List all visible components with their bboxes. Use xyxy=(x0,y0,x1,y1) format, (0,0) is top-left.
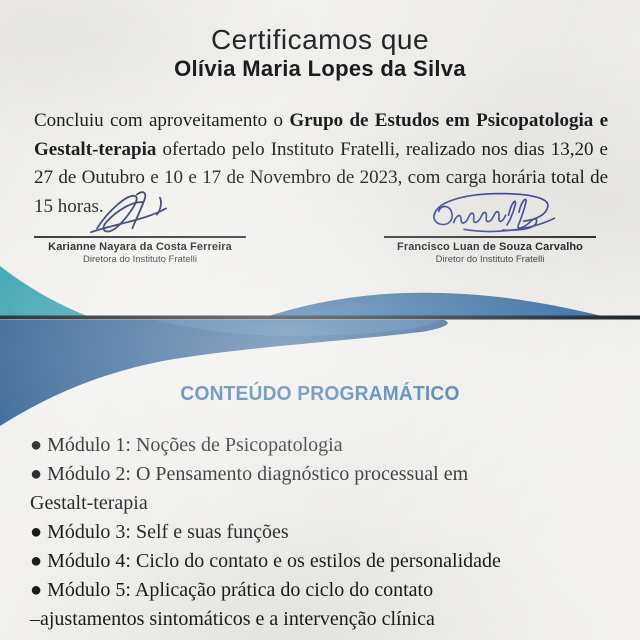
module-line: ● Módulo 3: Self e suas funções xyxy=(30,521,289,543)
blue-lower-wave-shape xyxy=(0,320,448,426)
signature-ink-right-icon xyxy=(395,190,585,236)
signature-block-left xyxy=(34,190,246,265)
module-line: ● Módulo 4: Ciclo do contato e os estilos de personalidade xyxy=(30,550,501,572)
teal-wave-shape xyxy=(0,266,92,318)
signatory-name-right: Francisco Luan de Souza Carvalho xyxy=(397,241,583,253)
description-suffix: ofertado pelo Instituto Fratelli, realizado nos dias 13,20 e 27 de Outubro e 10 e 17 de Novembro de 2023, com carga horária total de 15 horas. xyxy=(34,138,608,217)
signature-ink-left-icon xyxy=(70,190,210,236)
section-title: CONTEÚDO PROGRAMÁTICO xyxy=(180,383,460,405)
signatory-name-left: Karianne Nayara da Costa Ferreira xyxy=(48,241,232,253)
course-title-bold: Grupo de Estudos em Psicopatologia e Gestalt-terapia xyxy=(34,110,608,160)
signatory-title-right: Diretor do Instituto Fratelli xyxy=(435,254,545,265)
description-prefix: Concluiu com aproveitamento o xyxy=(34,110,290,131)
module-line: ● Módulo 5: Aplicação prática do ciclo do contato xyxy=(30,579,434,601)
module-line: –ajustamentos sintomáticos e a intervenção clínica xyxy=(30,608,435,630)
blue-hump-shape xyxy=(262,293,610,318)
signature-block-right xyxy=(384,190,596,265)
modules-list xyxy=(30,431,622,634)
recipient-name: Olívia Maria Lopes da Silva xyxy=(174,56,466,81)
certificate-heading: Certificamos que xyxy=(210,24,430,55)
signature-line-left xyxy=(34,236,246,238)
divider-line xyxy=(0,316,640,320)
signature-line-right xyxy=(384,236,596,238)
signatory-title-left: Diretora do Instituto Fratelli xyxy=(82,254,198,265)
module-line: ● Módulo 2: O Pensamento diagnóstico processual em xyxy=(30,463,469,485)
module-line: Gestalt-terapia xyxy=(30,492,148,514)
module-line: ● Módulo 1: Noções de Psicopatologia xyxy=(30,434,343,456)
